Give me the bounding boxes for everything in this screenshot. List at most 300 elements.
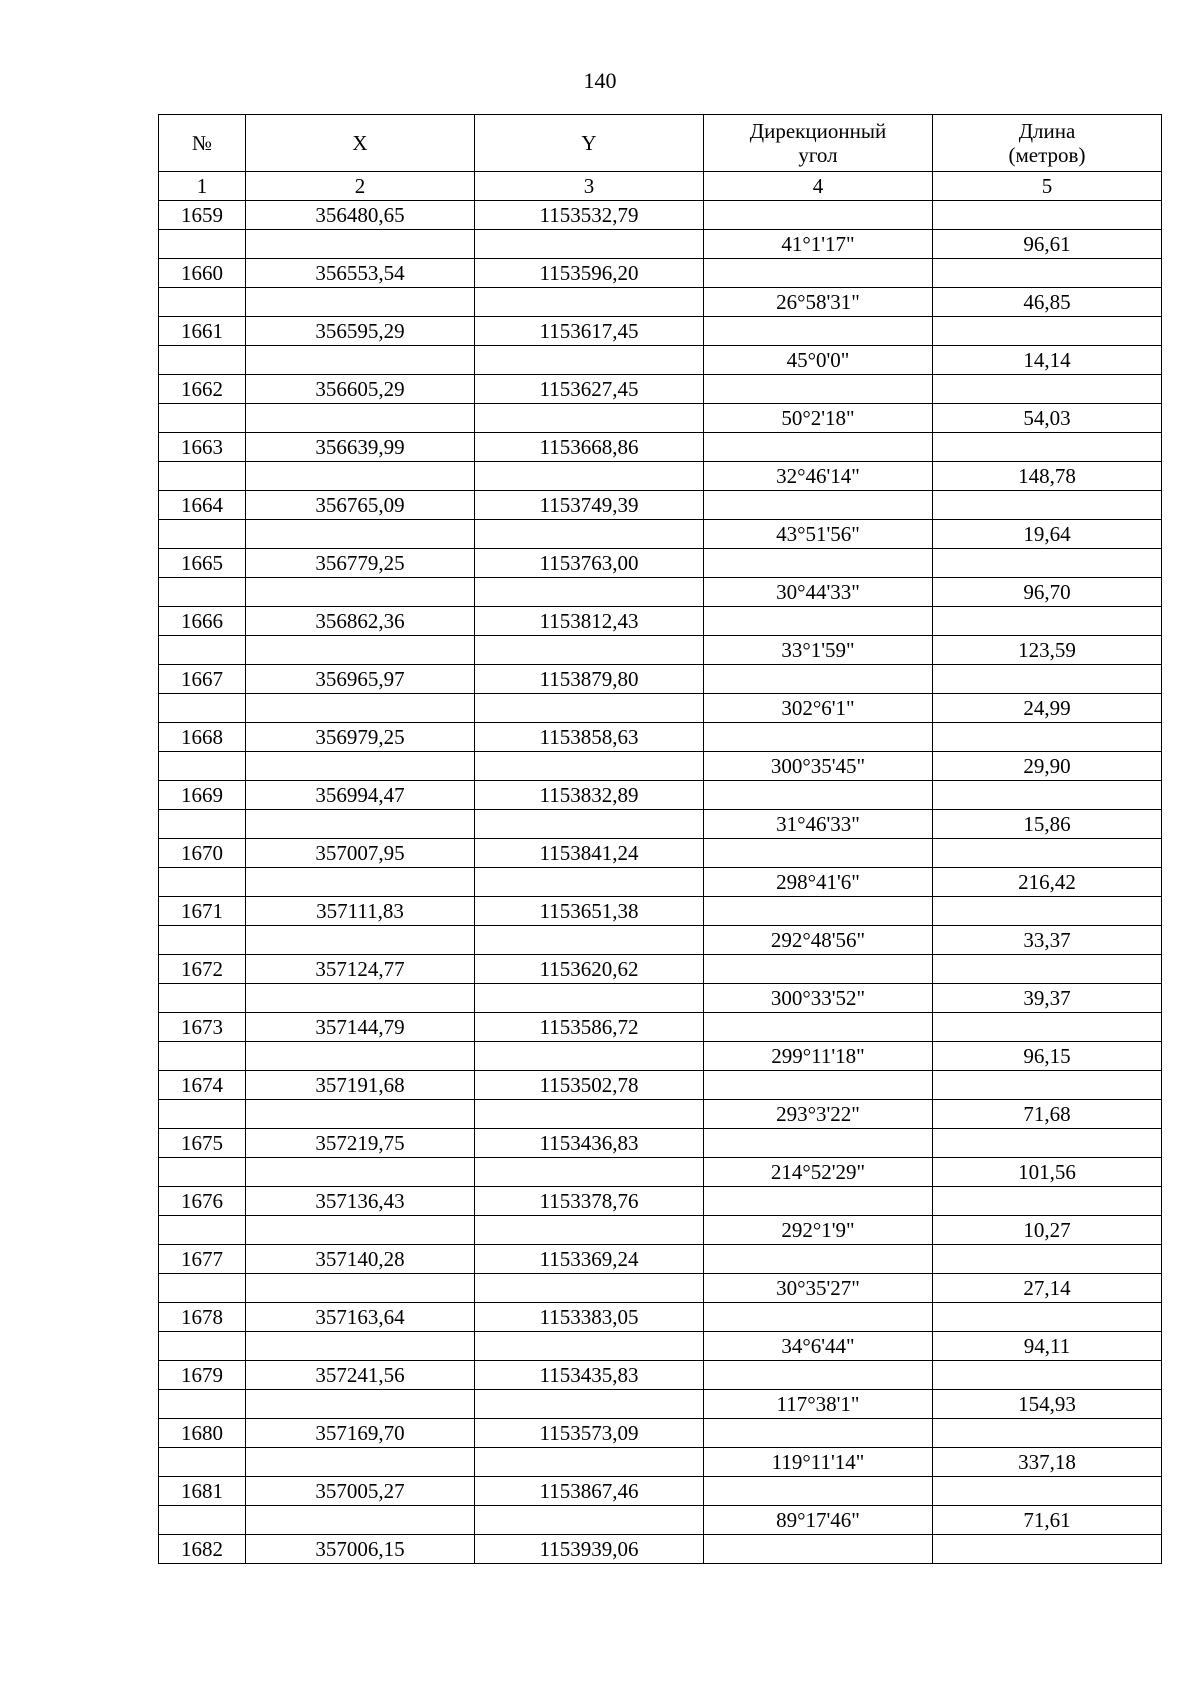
direction-angle-cell: 293°3'22" <box>704 1100 933 1129</box>
length-cell <box>933 665 1162 694</box>
direction-angle-cell <box>704 491 933 520</box>
direction-angle-cell <box>704 549 933 578</box>
y-cell: 1153879,80 <box>475 665 704 694</box>
y-cell: 1153832,89 <box>475 781 704 810</box>
point-number-cell <box>159 926 246 955</box>
point-number-cell: 1673 <box>159 1013 246 1042</box>
x-cell <box>246 462 475 491</box>
point-number-cell <box>159 462 246 491</box>
header-number <box>159 115 246 172</box>
point-row <box>159 317 1162 346</box>
point-number-cell <box>159 520 246 549</box>
point-number-cell <box>159 752 246 781</box>
segment-row <box>159 868 1162 897</box>
direction-angle-cell: 31°46'33" <box>704 810 933 839</box>
length-cell: 154,93 <box>933 1390 1162 1419</box>
header-x <box>246 115 475 172</box>
header-y-line: Y <box>581 131 597 155</box>
length-cell <box>933 955 1162 984</box>
segment-row <box>159 1448 1162 1477</box>
length-cell: 15,86 <box>933 810 1162 839</box>
x-cell: 357241,56 <box>246 1361 475 1390</box>
x-cell: 357005,27 <box>246 1477 475 1506</box>
point-row <box>159 375 1162 404</box>
direction-angle-cell: 292°1'9" <box>704 1216 933 1245</box>
point-number-cell <box>159 1274 246 1303</box>
point-row <box>159 897 1162 926</box>
length-cell <box>933 259 1162 288</box>
direction-angle-cell <box>704 259 933 288</box>
length-cell: 71,68 <box>933 1100 1162 1129</box>
point-number-cell: 1672 <box>159 955 246 984</box>
segment-row <box>159 984 1162 1013</box>
point-number-cell: 1677 <box>159 1245 246 1274</box>
direction-angle-cell: 292°48'56" <box>704 926 933 955</box>
length-cell: 54,03 <box>933 404 1162 433</box>
header-length-line: (метров) <box>1008 143 1086 167</box>
y-cell: 1153749,39 <box>475 491 704 520</box>
length-cell: 24,99 <box>933 694 1162 723</box>
length-cell <box>933 1303 1162 1332</box>
direction-angle-cell <box>704 897 933 926</box>
x-cell: 357111,83 <box>246 897 475 926</box>
y-cell: 1153812,43 <box>475 607 704 636</box>
point-row <box>159 1187 1162 1216</box>
point-number-cell <box>159 1042 246 1071</box>
direction-angle-cell: 32°46'14" <box>704 462 933 491</box>
point-row <box>159 1245 1162 1274</box>
x-cell: 356480,65 <box>246 201 475 230</box>
y-cell <box>475 926 704 955</box>
point-number-cell <box>159 346 246 375</box>
segment-row <box>159 752 1162 781</box>
y-cell <box>475 520 704 549</box>
y-cell <box>475 694 704 723</box>
y-cell <box>475 346 704 375</box>
x-cell <box>246 1506 475 1535</box>
y-cell <box>475 636 704 665</box>
y-cell <box>475 462 704 491</box>
length-cell <box>933 897 1162 926</box>
length-cell: 96,61 <box>933 230 1162 259</box>
direction-angle-cell: 43°51'56" <box>704 520 933 549</box>
table-header <box>159 115 1162 201</box>
x-cell <box>246 1390 475 1419</box>
point-row <box>159 549 1162 578</box>
segment-row <box>159 636 1162 665</box>
direction-angle-cell <box>704 723 933 752</box>
header-direction-angle-line: Дирекционный <box>749 119 887 143</box>
point-number-cell: 1660 <box>159 259 246 288</box>
x-cell <box>246 1100 475 1129</box>
point-number-cell <box>159 1216 246 1245</box>
direction-angle-cell <box>704 1245 933 1274</box>
y-cell <box>475 1158 704 1187</box>
direction-angle-cell: 30°35'27" <box>704 1274 933 1303</box>
segment-row <box>159 288 1162 317</box>
segment-row <box>159 230 1162 259</box>
length-cell <box>933 607 1162 636</box>
length-cell <box>933 1129 1162 1158</box>
y-cell: 1153502,78 <box>475 1071 704 1100</box>
direction-angle-cell: 117°38'1" <box>704 1390 933 1419</box>
direction-angle-cell: 50°2'18" <box>704 404 933 433</box>
point-row <box>159 1071 1162 1100</box>
column-number: 1 <box>159 172 246 201</box>
y-cell: 1153858,63 <box>475 723 704 752</box>
x-cell <box>246 636 475 665</box>
y-cell: 1153596,20 <box>475 259 704 288</box>
point-number-cell: 1675 <box>159 1129 246 1158</box>
length-cell: 33,37 <box>933 926 1162 955</box>
length-cell <box>933 491 1162 520</box>
point-number-cell <box>159 230 246 259</box>
point-row <box>159 1303 1162 1332</box>
direction-angle-cell <box>704 1187 933 1216</box>
point-number-cell: 1682 <box>159 1535 246 1564</box>
point-number-cell <box>159 1100 246 1129</box>
length-cell <box>933 1419 1162 1448</box>
point-row <box>159 955 1162 984</box>
point-row <box>159 1361 1162 1390</box>
y-cell: 1153620,62 <box>475 955 704 984</box>
length-cell <box>933 317 1162 346</box>
x-cell: 357144,79 <box>246 1013 475 1042</box>
direction-angle-cell <box>704 839 933 868</box>
x-cell: 356979,25 <box>246 723 475 752</box>
point-number-cell: 1665 <box>159 549 246 578</box>
direction-angle-cell <box>704 1303 933 1332</box>
y-cell <box>475 1390 704 1419</box>
length-cell: 94,11 <box>933 1332 1162 1361</box>
segment-row <box>159 1158 1162 1187</box>
length-cell <box>933 1361 1162 1390</box>
point-row <box>159 665 1162 694</box>
length-cell: 148,78 <box>933 462 1162 491</box>
segment-row <box>159 1332 1162 1361</box>
column-number: 5 <box>933 172 1162 201</box>
length-cell: 71,61 <box>933 1506 1162 1535</box>
segment-row <box>159 1506 1162 1535</box>
x-cell <box>246 288 475 317</box>
point-number-cell <box>159 288 246 317</box>
segment-row <box>159 578 1162 607</box>
point-number-cell: 1676 <box>159 1187 246 1216</box>
x-cell: 357219,75 <box>246 1129 475 1158</box>
length-cell <box>933 201 1162 230</box>
segment-row <box>159 1042 1162 1071</box>
direction-angle-cell <box>704 1477 933 1506</box>
x-cell: 357136,43 <box>246 1187 475 1216</box>
direction-angle-cell: 119°11'14" <box>704 1448 933 1477</box>
point-number-cell <box>159 694 246 723</box>
length-cell: 96,70 <box>933 578 1162 607</box>
point-number-cell <box>159 1448 246 1477</box>
x-cell: 357124,77 <box>246 955 475 984</box>
length-cell: 96,15 <box>933 1042 1162 1071</box>
point-number-cell: 1663 <box>159 433 246 462</box>
length-cell <box>933 723 1162 752</box>
point-number-cell: 1659 <box>159 201 246 230</box>
point-number-cell <box>159 868 246 897</box>
point-number-cell: 1670 <box>159 839 246 868</box>
x-cell <box>246 694 475 723</box>
direction-angle-cell <box>704 433 933 462</box>
direction-angle-cell: 214°52'29" <box>704 1158 933 1187</box>
direction-angle-cell: 33°1'59" <box>704 636 933 665</box>
page-number: 140 <box>583 68 617 93</box>
x-cell <box>246 1158 475 1187</box>
point-row <box>159 1419 1162 1448</box>
direction-angle-cell: 299°11'18" <box>704 1042 933 1071</box>
header-direction-angle-line: угол <box>798 143 838 167</box>
direction-angle-cell: 26°58'31" <box>704 288 933 317</box>
point-number-cell: 1661 <box>159 317 246 346</box>
column-number: 3 <box>475 172 704 201</box>
x-cell <box>246 230 475 259</box>
y-cell: 1153369,24 <box>475 1245 704 1274</box>
point-row <box>159 259 1162 288</box>
coordinates-table <box>158 114 1162 1564</box>
point-row <box>159 201 1162 230</box>
header-y <box>475 115 704 172</box>
x-cell: 357006,15 <box>246 1535 475 1564</box>
y-cell: 1153573,09 <box>475 1419 704 1448</box>
point-number-cell: 1671 <box>159 897 246 926</box>
point-number-cell <box>159 1158 246 1187</box>
point-number-cell <box>159 1332 246 1361</box>
direction-angle-cell: 298°41'6" <box>704 868 933 897</box>
point-number-cell: 1674 <box>159 1071 246 1100</box>
y-cell <box>475 1042 704 1071</box>
y-cell: 1153435,83 <box>475 1361 704 1390</box>
point-number-cell <box>159 810 246 839</box>
direction-angle-cell: 34°6'44" <box>704 1332 933 1361</box>
x-cell <box>246 1042 475 1071</box>
x-cell: 356862,36 <box>246 607 475 636</box>
segment-row <box>159 810 1162 839</box>
x-cell <box>246 1448 475 1477</box>
x-cell: 357007,95 <box>246 839 475 868</box>
segment-row <box>159 1390 1162 1419</box>
header-row <box>159 115 1162 172</box>
y-cell: 1153668,86 <box>475 433 704 462</box>
x-cell <box>246 578 475 607</box>
direction-angle-cell <box>704 1129 933 1158</box>
length-cell <box>933 549 1162 578</box>
y-cell: 1153586,72 <box>475 1013 704 1042</box>
y-cell <box>475 868 704 897</box>
header-length <box>933 115 1162 172</box>
x-cell: 357191,68 <box>246 1071 475 1100</box>
point-number-cell: 1680 <box>159 1419 246 1448</box>
column-number: 2 <box>246 172 475 201</box>
direction-angle-cell <box>704 317 933 346</box>
point-number-cell: 1669 <box>159 781 246 810</box>
length-cell: 29,90 <box>933 752 1162 781</box>
y-cell: 1153867,46 <box>475 1477 704 1506</box>
point-number-cell: 1664 <box>159 491 246 520</box>
y-cell <box>475 752 704 781</box>
direction-angle-cell: 302°6'1" <box>704 694 933 723</box>
x-cell: 356595,29 <box>246 317 475 346</box>
direction-angle-cell <box>704 955 933 984</box>
direction-angle-cell <box>704 781 933 810</box>
direction-angle-cell: 89°17'46" <box>704 1506 933 1535</box>
direction-angle-cell <box>704 665 933 694</box>
direction-angle-cell: 30°44'33" <box>704 578 933 607</box>
point-number-cell: 1681 <box>159 1477 246 1506</box>
x-cell <box>246 810 475 839</box>
x-cell: 356639,99 <box>246 433 475 462</box>
direction-angle-cell <box>704 1419 933 1448</box>
y-cell: 1153617,45 <box>475 317 704 346</box>
direction-angle-cell <box>704 375 933 404</box>
direction-angle-cell <box>704 1013 933 1042</box>
point-row <box>159 1129 1162 1158</box>
point-number-cell <box>159 636 246 665</box>
y-cell <box>475 288 704 317</box>
direction-angle-cell: 41°1'17" <box>704 230 933 259</box>
segment-row <box>159 1274 1162 1303</box>
y-cell: 1153763,00 <box>475 549 704 578</box>
direction-angle-cell <box>704 607 933 636</box>
length-cell: 27,14 <box>933 1274 1162 1303</box>
length-cell: 46,85 <box>933 288 1162 317</box>
segment-row <box>159 520 1162 549</box>
length-cell: 10,27 <box>933 1216 1162 1245</box>
segment-row <box>159 462 1162 491</box>
direction-angle-cell <box>704 1361 933 1390</box>
direction-angle-cell: 45°0'0" <box>704 346 933 375</box>
y-cell <box>475 1506 704 1535</box>
length-cell <box>933 375 1162 404</box>
length-cell <box>933 1477 1162 1506</box>
header-length-line: Длина <box>1018 119 1076 143</box>
x-cell: 356765,09 <box>246 491 475 520</box>
point-row <box>159 723 1162 752</box>
header-x-line: X <box>352 131 368 155</box>
point-row <box>159 607 1162 636</box>
length-cell: 39,37 <box>933 984 1162 1013</box>
point-row <box>159 1477 1162 1506</box>
point-row <box>159 433 1162 462</box>
length-cell: 123,59 <box>933 636 1162 665</box>
point-number-cell <box>159 404 246 433</box>
x-cell: 356605,29 <box>246 375 475 404</box>
x-cell <box>246 346 475 375</box>
point-row <box>159 1013 1162 1042</box>
y-cell: 1153627,45 <box>475 375 704 404</box>
x-cell <box>246 404 475 433</box>
x-cell: 357169,70 <box>246 1419 475 1448</box>
length-cell: 337,18 <box>933 1448 1162 1477</box>
x-cell <box>246 520 475 549</box>
y-cell: 1153378,76 <box>475 1187 704 1216</box>
x-cell: 356965,97 <box>246 665 475 694</box>
x-cell: 356994,47 <box>246 781 475 810</box>
length-cell <box>933 1013 1162 1042</box>
direction-angle-cell <box>704 1071 933 1100</box>
x-cell: 357140,28 <box>246 1245 475 1274</box>
length-cell: 19,64 <box>933 520 1162 549</box>
segment-row <box>159 1216 1162 1245</box>
x-cell <box>246 1332 475 1361</box>
point-number-cell: 1679 <box>159 1361 246 1390</box>
length-cell <box>933 1535 1162 1564</box>
length-cell <box>933 1071 1162 1100</box>
header-direction-angle <box>704 115 933 172</box>
segment-row <box>159 694 1162 723</box>
length-cell <box>933 433 1162 462</box>
x-cell <box>246 1216 475 1245</box>
point-number-cell: 1662 <box>159 375 246 404</box>
header-number-line: № <box>191 131 213 155</box>
y-cell: 1153436,83 <box>475 1129 704 1158</box>
x-cell <box>246 926 475 955</box>
direction-angle-cell: 300°35'45" <box>704 752 933 781</box>
length-cell <box>933 1187 1162 1216</box>
point-number-cell: 1678 <box>159 1303 246 1332</box>
column-number-row <box>159 172 1162 201</box>
point-row <box>159 1535 1162 1564</box>
y-cell <box>475 230 704 259</box>
x-cell: 356779,25 <box>246 549 475 578</box>
y-cell <box>475 810 704 839</box>
point-number-cell: 1667 <box>159 665 246 694</box>
x-cell <box>246 868 475 897</box>
y-cell: 1153939,06 <box>475 1535 704 1564</box>
point-row <box>159 781 1162 810</box>
point-number-cell <box>159 1390 246 1419</box>
direction-angle-cell <box>704 201 933 230</box>
point-number-cell: 1666 <box>159 607 246 636</box>
segment-row <box>159 404 1162 433</box>
y-cell <box>475 1274 704 1303</box>
x-cell: 357163,64 <box>246 1303 475 1332</box>
length-cell <box>933 839 1162 868</box>
direction-angle-cell: 300°33'52" <box>704 984 933 1013</box>
length-cell <box>933 781 1162 810</box>
y-cell: 1153841,24 <box>475 839 704 868</box>
segment-row <box>159 346 1162 375</box>
y-cell: 1153532,79 <box>475 201 704 230</box>
y-cell <box>475 1100 704 1129</box>
x-cell <box>246 752 475 781</box>
y-cell <box>475 1332 704 1361</box>
point-number-cell <box>159 1506 246 1535</box>
point-number-cell: 1668 <box>159 723 246 752</box>
length-cell: 216,42 <box>933 868 1162 897</box>
y-cell <box>475 404 704 433</box>
segment-row <box>159 1100 1162 1129</box>
length-cell: 101,56 <box>933 1158 1162 1187</box>
point-number-cell <box>159 984 246 1013</box>
y-cell: 1153383,05 <box>475 1303 704 1332</box>
x-cell: 356553,54 <box>246 259 475 288</box>
length-cell <box>933 1245 1162 1274</box>
point-number-cell <box>159 578 246 607</box>
column-number: 4 <box>704 172 933 201</box>
y-cell <box>475 1216 704 1245</box>
direction-angle-cell <box>704 1535 933 1564</box>
y-cell <box>475 578 704 607</box>
y-cell <box>475 984 704 1013</box>
y-cell: 1153651,38 <box>475 897 704 926</box>
x-cell <box>246 1274 475 1303</box>
length-cell: 14,14 <box>933 346 1162 375</box>
point-row <box>159 839 1162 868</box>
